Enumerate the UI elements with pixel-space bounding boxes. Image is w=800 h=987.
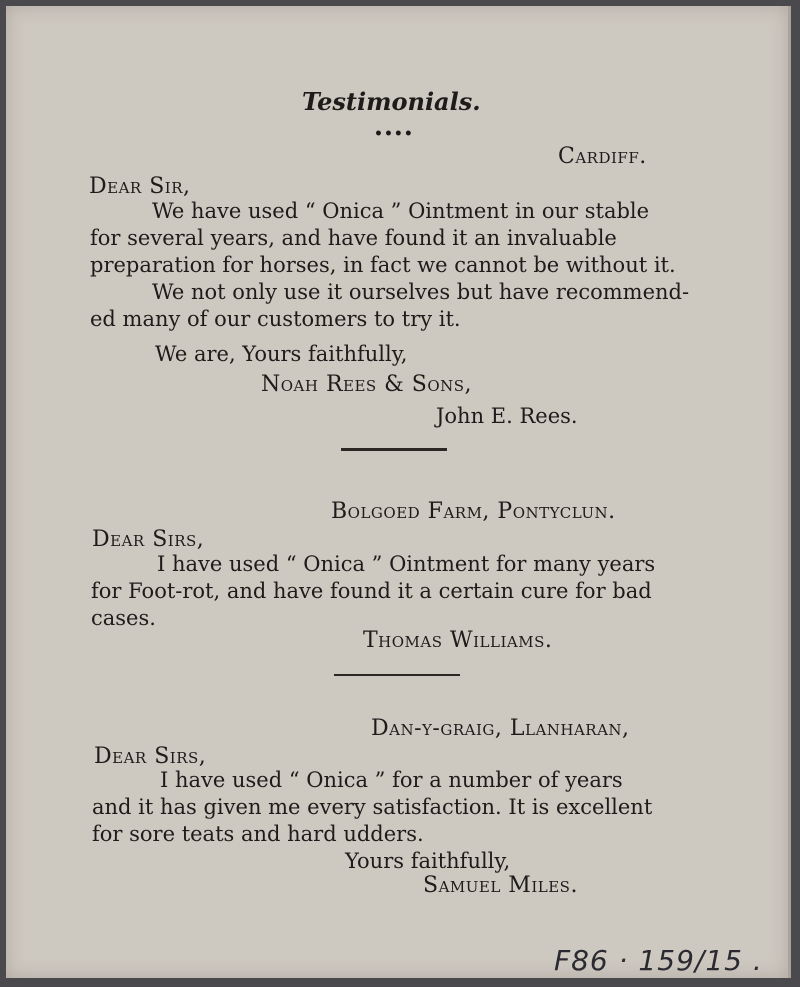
testimonial-3-location: Dan-y-graig, Llanharan, [371, 716, 630, 741]
testimonial-1-closing: We are, Yours faithfully, [155, 342, 408, 366]
divider-rule [341, 448, 447, 451]
testimonial-1-line: We not only use it ourselves but have recommend- [152, 280, 690, 304]
catalog-number: F86 · 159/15 . [554, 944, 763, 977]
testimonial-3-salutation: Dear Sirs, [94, 744, 207, 769]
testimonial-3-signature: Samuel Miles. [423, 873, 578, 898]
divider-rule [334, 674, 460, 676]
title-ornament: •••• [374, 126, 414, 142]
testimonial-2-line: cases. [91, 606, 156, 630]
testimonial-3-line: for sore teats and hard udders. [92, 822, 424, 846]
testimonial-1-line: for several years, and have found it an invaluable [90, 226, 617, 250]
testimonial-2-signature: Thomas Williams. [363, 628, 553, 653]
page-title: Testimonials. [302, 87, 481, 116]
testimonial-3-line: I have used “ Onica ” for a number of years [160, 768, 623, 792]
testimonial-2-location: Bolgoed Farm, Pontyclun. [331, 499, 616, 524]
testimonial-1-signature-name: John E. Rees. [436, 404, 578, 428]
testimonial-2-salutation: Dear Sirs, [92, 527, 205, 552]
testimonial-1-signature: Noah Rees & Sons, [261, 372, 473, 397]
testimonial-3-line: and it has given me every satisfaction. It is excellent [92, 795, 653, 819]
testimonial-2-line: for Foot-rot, and have found it a certain cure for bad [91, 579, 652, 603]
testimonial-2-line: I have used “ Onica ” Ointment for many years [157, 552, 656, 576]
testimonial-card [6, 6, 791, 978]
testimonial-1-salutation: Dear Sir, [89, 174, 191, 199]
testimonial-3-closing: Yours faithfully, [345, 849, 511, 873]
testimonial-1-line: We have used “ Onica ” Ointment in our stable [152, 199, 650, 223]
testimonial-1-location: Cardiff. [558, 144, 647, 169]
testimonial-1-line: ed many of our customers to try it. [90, 307, 461, 331]
testimonial-1-line: preparation for horses, in fact we cannot be without it. [90, 253, 676, 277]
